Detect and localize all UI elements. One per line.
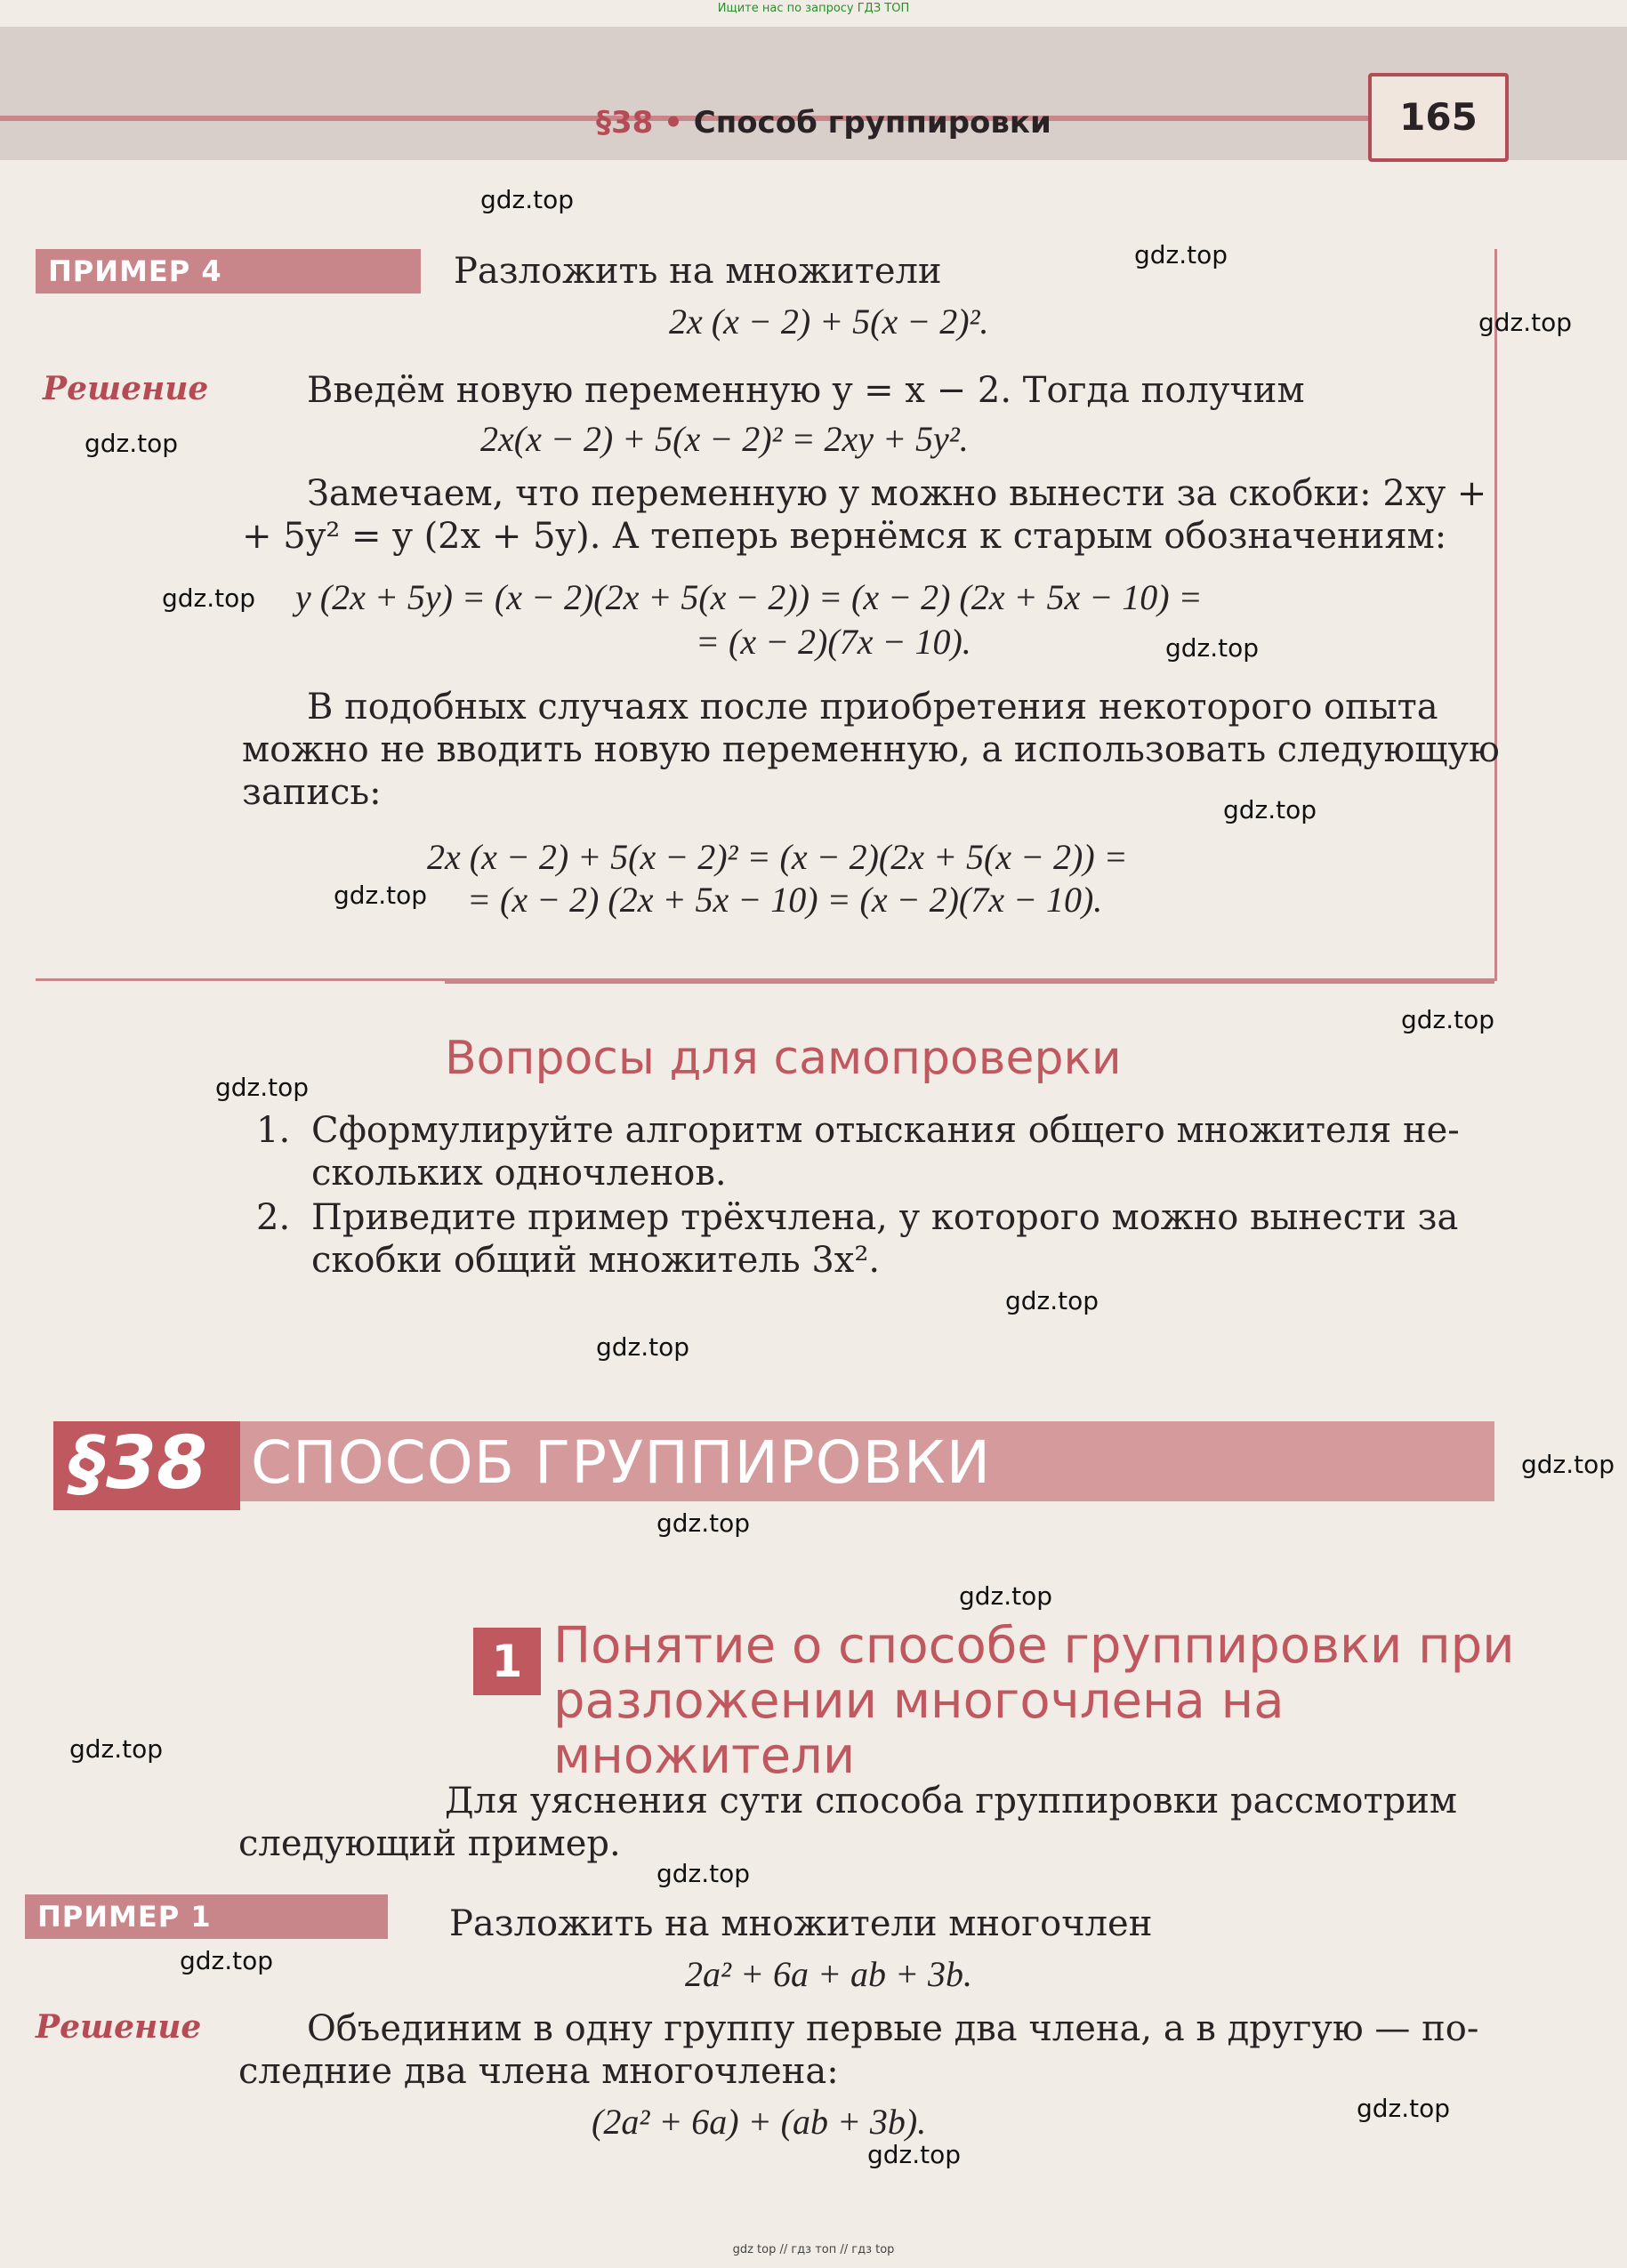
question-1-number: 1. — [256, 1110, 291, 1151]
watermark: gdz.top — [867, 2140, 962, 2169]
question-1-line-1: Сформулируйте алгоритм отыскания общего множителя не- — [311, 1110, 1460, 1151]
watermark: gdz.top — [1134, 240, 1228, 269]
watermark: gdz.top — [1478, 308, 1573, 337]
top-note: Ищите нас по запросу ГДЗ ТОП — [717, 2, 910, 15]
example-4-line-10: 2x (x − 2) + 5(x − 2)² = (x − 2)(2x + 5(x − 2)) = — [427, 837, 1128, 877]
subsection-title-line-2: разложении многочлена на множители — [553, 1672, 1285, 1785]
example-4-label: ПРИМЕР 4 — [36, 249, 421, 294]
header-title: Способ группировки — [693, 105, 1051, 141]
header-bullet: • — [664, 105, 683, 141]
question-2-line-2: скобки общий множитель 3x². — [311, 1240, 881, 1281]
watermark: gdz.top — [1521, 1450, 1615, 1479]
subsection-number: 1 — [473, 1628, 541, 1695]
watermark: gdz.top — [1005, 1286, 1099, 1315]
question-2-number: 2. — [256, 1197, 291, 1238]
example-4-line-4: + 5y² = y (2x + 5y). А теперь вернёмся к старым обозначениям: — [242, 516, 1447, 557]
watermark: gdz.top — [85, 429, 179, 458]
watermark: gdz.top — [162, 583, 256, 613]
example-4-task: Разложить на множители — [454, 251, 942, 292]
intro-line-1: Для уяснения сути способа группировки рассмотрим — [445, 1781, 1457, 1822]
example-1-label: ПРИМЕР 1 — [25, 1894, 388, 1939]
subsection-title — [553, 1619, 1532, 1784]
section-title: СПОСОБ ГРУППИРОВКИ — [251, 1428, 992, 1497]
subsection-title-line-1: Понятие о способе группировки при — [553, 1617, 1515, 1675]
example-4-line-5: y (2x + 5y) = (x − 2)(2x + 5(x − 2)) = (x − 2) (2x + 5x − 10) = — [295, 577, 1203, 617]
questions-rule — [445, 981, 1494, 984]
intro-line-2: следующий пример. — [238, 1823, 621, 1864]
watermark: gdz.top — [1357, 2094, 1451, 2123]
example-4-line-11: = (x − 2) (2x + 5x − 10) = (x − 2)(7x − 10). — [467, 880, 1103, 920]
example-1-line-1: Объединим в одну группу первые два члена, а в другую — по- — [307, 2008, 1479, 2049]
section-number: §38 — [69, 1421, 208, 1506]
watermark: gdz.top — [1165, 633, 1260, 663]
watermark: gdz.top — [69, 1734, 164, 1764]
watermark: gdz.top — [959, 1581, 1053, 1611]
example-4-line-9: запись: — [242, 772, 382, 813]
example-4-line-7: В подобных случаях после приобретения некоторого опыта — [307, 687, 1438, 728]
bottom-note: gdz top // гдз топ // гдз top — [732, 2243, 895, 2256]
example-4-solution-label: Решение — [43, 370, 209, 407]
watermark: gdz.top — [334, 881, 428, 910]
question-2-line-1: Приведите пример трёхчлена, у которого можно вынести за — [311, 1197, 1459, 1238]
example-4-line-2: 2x(x − 2) + 5(x − 2)² = 2xy + 5y². — [480, 419, 969, 459]
example-1-expression: 2a² + 6a + ab + 3b. — [685, 1954, 972, 1994]
example-1-solution-label: Решение — [36, 2008, 202, 2046]
watermark: gdz.top — [1401, 1005, 1495, 1034]
watermark: gdz.top — [180, 1946, 274, 1975]
watermark: gdz.top — [480, 185, 575, 214]
running-header — [596, 105, 1051, 141]
example-4-line-1: Введём новую переменную y = x − 2. Тогда получим — [307, 370, 1305, 411]
example-1-line-2: следние два члена многочлена: — [238, 2051, 839, 2092]
watermark: gdz.top — [596, 1332, 690, 1362]
example-4-line-8: можно не вводить новую переменную, а использовать следующую — [242, 729, 1500, 770]
example-4-line-3: Замечаем, что переменную y можно вынести за скобки: 2xy + — [307, 473, 1487, 514]
example-1-line-3: (2a² + 6a) + (ab + 3b). — [592, 2102, 927, 2142]
watermark: gdz.top — [656, 1508, 751, 1538]
example-1-task: Разложить на множители многочлен — [449, 1903, 1153, 1944]
example-4-line-6: = (x − 2)(7x − 10). — [696, 622, 971, 662]
header-section-mark: §38 — [596, 105, 654, 141]
watermark: gdz.top — [1223, 795, 1317, 824]
page-number: 165 — [1399, 95, 1478, 139]
page-number-box — [1368, 73, 1509, 162]
question-1-line-2: скольких одночленов. — [311, 1153, 727, 1194]
watermark: gdz.top — [656, 1859, 751, 1888]
questions-title: Вопросы для самопроверки — [445, 1032, 1122, 1085]
example-4-expression: 2x (x − 2) + 5(x − 2)². — [669, 302, 989, 342]
watermark: gdz.top — [215, 1073, 310, 1102]
